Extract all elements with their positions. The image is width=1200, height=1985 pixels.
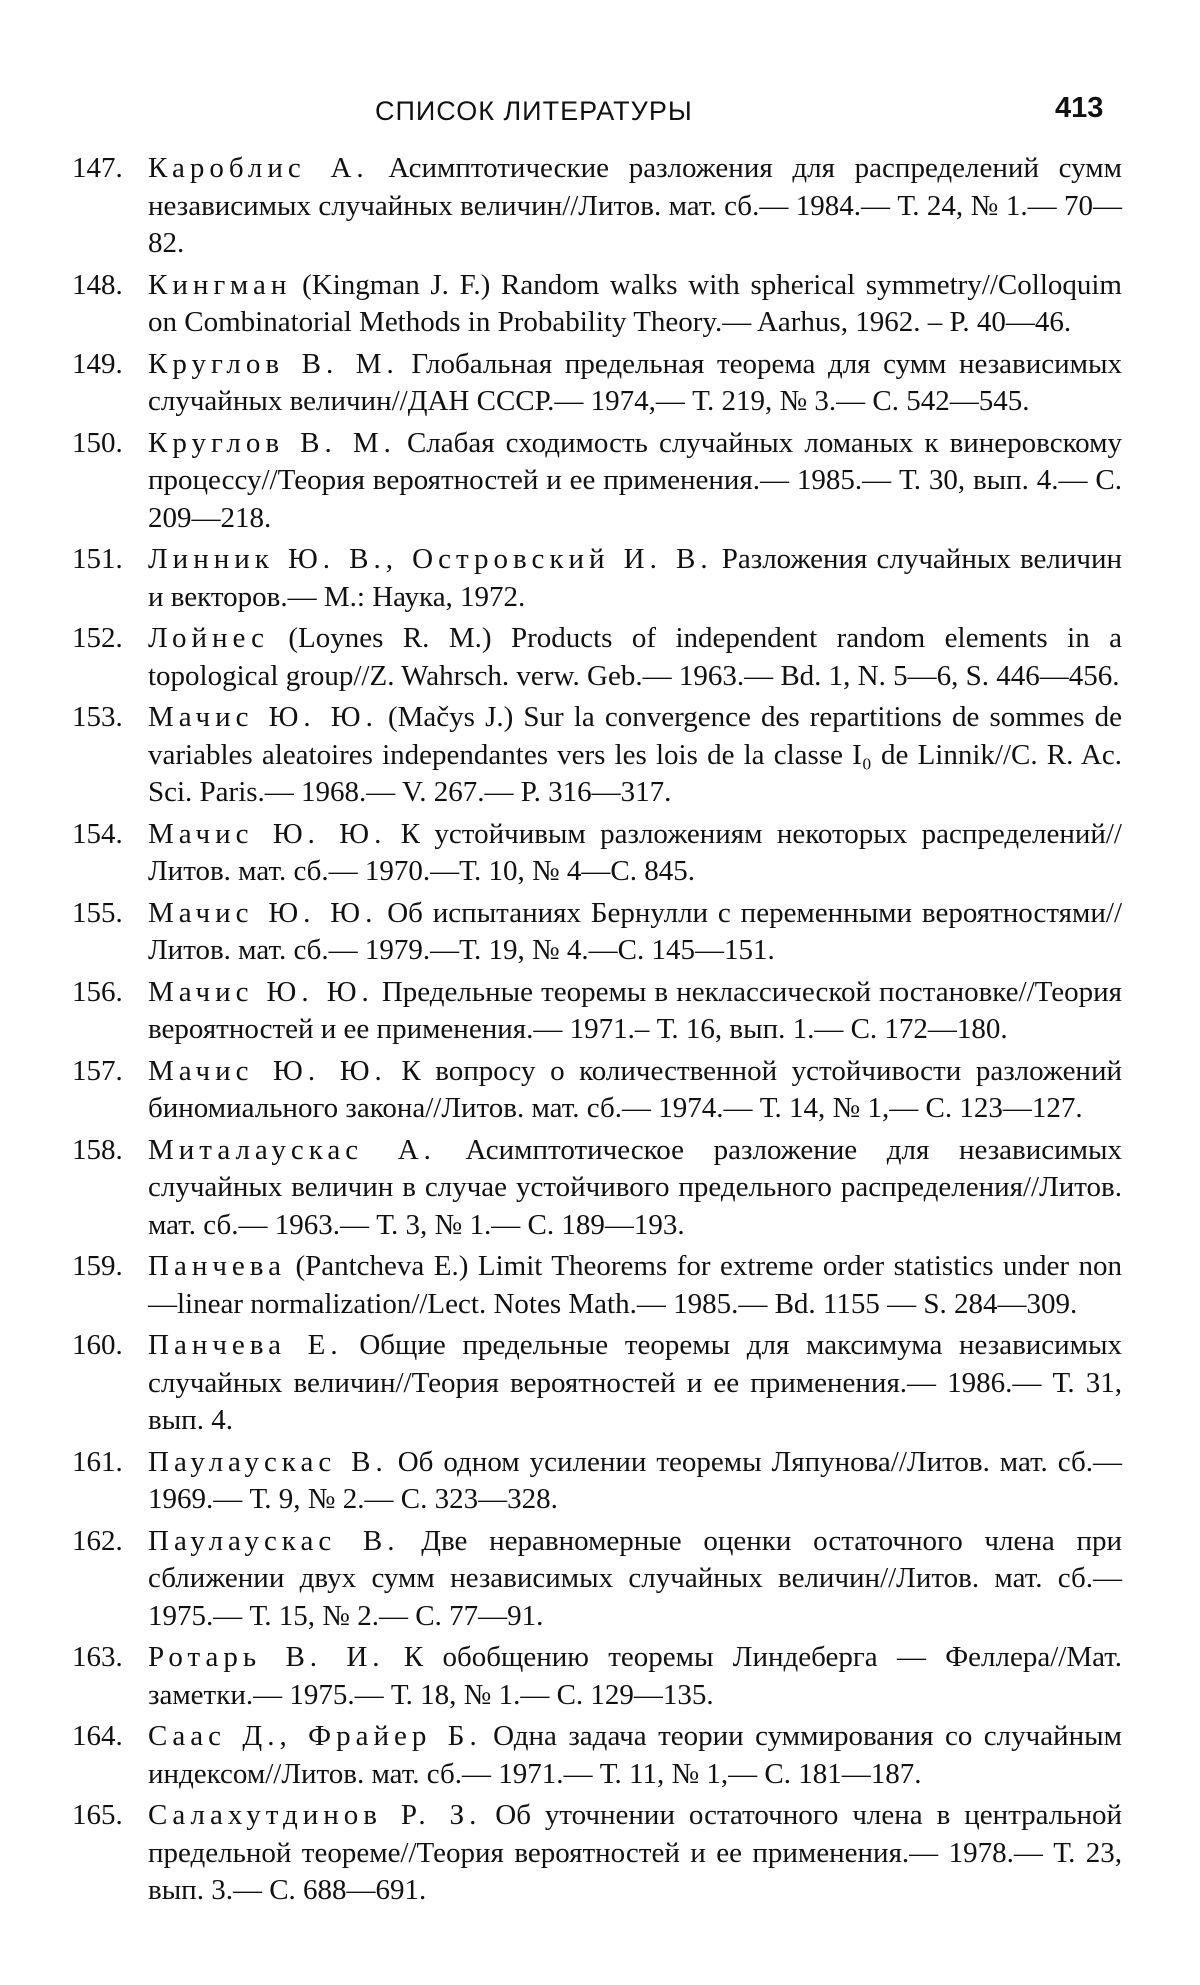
reference-number: 156. <box>72 975 123 1008</box>
reference-entry <box>72 1444 1122 1519</box>
reference-entry <box>72 150 1122 263</box>
reference-entry <box>72 620 1122 695</box>
page-number: 413 <box>1055 92 1104 124</box>
reference-text: Одна задача теории суммирования со случайным индексом//Литов. мат. сб.— 1971.— Т. 11, № 1,— С. 181—187. <box>148 1720 1122 1790</box>
reference-author: Ротарь В. И. <box>148 1641 385 1673</box>
reference-author: Саас Д., Фрайер Б. <box>148 1720 482 1752</box>
reference-number: 153. <box>72 701 123 733</box>
reference-number: 159. <box>72 1250 123 1282</box>
reference-number: 161. <box>72 1445 123 1478</box>
reference-text: Разложения случайных величин и векторов.— М.: Наука, 1972. <box>148 543 1122 613</box>
reference-number: 164. <box>72 1720 123 1752</box>
reference-number: 157. <box>72 1054 123 1087</box>
reference-text: Асимптотические разложения для распределений сумм независимых случайных величин//Литов. мат. сб.— 1984.— Т. 24, № 1.— 70—82. <box>148 152 1122 259</box>
reference-text: К обобщению теоремы Линдеберга — Феллера//Мат. заметки.— 1975.— Т. 18, № 1.— С. 129—135. <box>148 1641 1123 1711</box>
reference-text: Общие предельные теоремы для максимума независимых случайных величин//Теория вероятностей и ее применения.— 1986.— Т. 31, вып. 4. <box>148 1329 1123 1436</box>
reference-entry <box>72 541 1122 616</box>
reference-text: К устойчивым разложениям некоторых распределений//Литов. мат. сб.— 1970.—Т. 10, № 4—С. 845. <box>148 817 1122 887</box>
reference-author: Мачис Ю. Ю. <box>148 1054 387 1087</box>
reference-author: Линник Ю. В., Островский И. В. <box>148 543 713 575</box>
reference-entry <box>72 1248 1122 1323</box>
reference-author: Круглов В. М. <box>148 347 399 380</box>
reference-entry <box>72 267 1122 342</box>
reference-number: 150. <box>72 426 123 459</box>
reference-entry <box>72 699 1122 812</box>
reference-author: Мачис Ю. Ю. <box>148 701 378 733</box>
reference-entry <box>72 1523 1122 1636</box>
reference-author: Мачис Ю. Ю. <box>148 975 374 1008</box>
reference-number: 155. <box>72 896 123 929</box>
reference-text: (Pantcheva E.) Limit Theorems for extreme order statistics under non—linear normalization//Lect. Notes Math.— 1985.— Bd. 1155 — S. 284—309. <box>148 1250 1122 1320</box>
reference-entry <box>72 816 1122 891</box>
reference-list <box>72 150 1122 1914</box>
reference-number: 158. <box>72 1133 123 1166</box>
reference-author: Мачис Ю. Ю. <box>148 896 378 929</box>
reference-author: Лойнес <box>148 622 269 654</box>
reference-entry <box>72 346 1122 421</box>
reference-author: Панчева Е. <box>148 1329 343 1361</box>
reference-text: (Loynes R. M.) Products of independent random elements in a topological group//Z. Wahrsch. verw. Geb.— 1963.— Bd. 1, N. 5—6, S. 446—456. <box>148 622 1122 692</box>
reference-text: Глобальная предельная теорема для сумм независимых случайных величин//ДАН СССР.— 1974,— Т. 219, № 3.— С. 542—545. <box>148 347 1122 417</box>
reference-number: 152. <box>72 622 123 654</box>
reference-number: 165. <box>72 1799 123 1831</box>
reference-number: 162. <box>72 1524 123 1557</box>
reference-text: Слабая сходимость случайных ломаных к винеровскому процессу//Теория вероятностей и ее применения.— 1985.— Т. 30, вып. 4.— С. 209—218. <box>148 426 1122 534</box>
reference-number: 154. <box>72 817 123 850</box>
reference-number: 147. <box>72 152 123 184</box>
reference-number: 148. <box>72 268 123 301</box>
reference-text: Об испытаниях Бернулли с переменными вероятностями//Литов. мат. сб.— 1979.—Т. 19, № 4.—С. 145—151. <box>148 896 1123 966</box>
reference-author: Миталаускас А. <box>148 1133 436 1166</box>
reference-entry <box>72 1132 1122 1245</box>
reference-author: Панчева <box>148 1250 286 1282</box>
reference-author: Паулаускас В. <box>148 1445 388 1478</box>
reference-entry <box>72 1053 1122 1128</box>
reference-author: Мачис Ю. Ю. <box>148 817 387 850</box>
running-header-title: СПИСОК ЛИТЕРАТУРЫ <box>375 96 693 126</box>
reference-author: Салахутдинов Р. З. <box>148 1799 482 1831</box>
reference-entry <box>72 974 1122 1049</box>
reference-text: К вопросу о количественной устойчивости разложений биномиального закона//Литов. мат. сб.— 1974.— Т. 14, № 1,— С. 123—127. <box>148 1054 1122 1124</box>
reference-text: (Mačys J.) Sur la convergence des repartitions de sommes de variables aleatoires independantes vers les lois de la classe I₀ de Linnik//C. R. Ac. Sci. Paris.— 1968.— V. 267.— P. 316—317. <box>148 701 1122 808</box>
reference-entry <box>72 1797 1122 1910</box>
reference-number: 151. <box>72 543 123 575</box>
reference-entry <box>72 895 1122 970</box>
reference-author: Круглов В. М. <box>148 426 396 459</box>
reference-entry <box>72 1639 1122 1714</box>
reference-author: Кароблис А. <box>148 152 369 184</box>
reference-text: Две неравномерные оценки остаточного члена при сближении двух сумм независимых случайных величин//Литов. мат. сб.— 1975.— Т. 15, № 2.— С. 77—91. <box>148 1524 1123 1632</box>
reference-number: 149. <box>72 347 123 380</box>
reference-number: 160. <box>72 1329 123 1361</box>
reference-entry <box>72 1327 1122 1440</box>
reference-author: Паулаускас В. <box>148 1524 400 1557</box>
reference-text: Об одном усилении теоремы Ляпунова//Литов. мат. сб.— 1969.— Т. 9, № 2.— С. 323—328. <box>148 1445 1122 1515</box>
reference-text: Об уточнении остаточного члена в центральной предельной теореме//Теория вероятностей и ее применения.— 1978.— Т. 23, вып. 3.— С. 688—691. <box>148 1799 1122 1906</box>
reference-text: Асимптотическое разложение для независимых случайных величин в случае устойчивого предельного распределения//Литов. мат. сб.— 1963.— Т. 3, № 1.— С. 189—193. <box>148 1133 1122 1241</box>
reference-entry <box>72 1718 1122 1793</box>
reference-text: Предельные теоремы в неклассической постановке//Теория вероятностей и ее применения.— 1971.– Т. 16, вып. 1.— С. 172—180. <box>148 975 1122 1045</box>
reference-author: Кингман <box>148 268 292 301</box>
reference-entry <box>72 425 1122 538</box>
reference-number: 163. <box>72 1641 123 1673</box>
reference-text: (Kingman J. F.) Random walks with spherical symmetry//Colloquim on Combinatorial Methods in Probability Theory.— Aarhus, 1962. – P. 40—46. <box>148 268 1122 338</box>
